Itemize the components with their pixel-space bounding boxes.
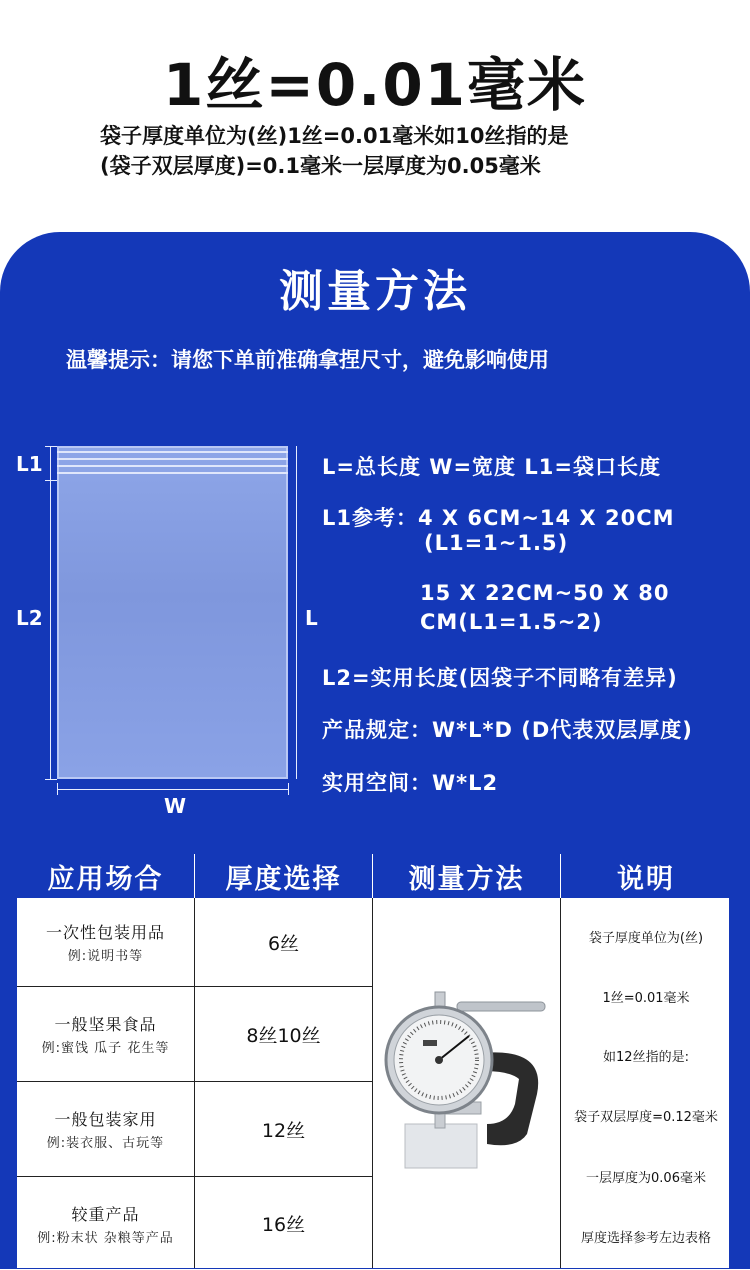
table-row bbox=[17, 1082, 194, 1176]
thickness-value: 16丝 bbox=[261, 1214, 306, 1236]
application-example: 例:说明书等 bbox=[67, 949, 144, 964]
application-example: 例:装衣服、古玩等 bbox=[46, 1136, 165, 1151]
application-name: 一次性包装用品 bbox=[45, 923, 165, 942]
thickness-gauge-image bbox=[377, 984, 557, 1184]
l2-label: L2 bbox=[16, 606, 43, 630]
info-l1-range-large: CM(L1=1.5~2) bbox=[420, 610, 603, 634]
dimension-tick bbox=[45, 446, 57, 447]
note-line: 如12丝指的是: bbox=[603, 1050, 689, 1065]
l1-label: L1 bbox=[16, 452, 43, 476]
section-title: 测量方法 bbox=[279, 266, 471, 317]
header-description-line-2: (袋子双层厚度)=0.1毫米一层厚度为0.05毫米 bbox=[100, 154, 541, 178]
column-header-thickness: 厚度选择 bbox=[195, 854, 372, 898]
thickness-cell bbox=[195, 1082, 372, 1176]
info-l2-definition: L2=实用长度(因袋子不同略有差异) bbox=[322, 666, 678, 690]
note-line: 1丝=0.01毫米 bbox=[602, 991, 690, 1006]
application-name: 一般包装家用 bbox=[54, 1110, 157, 1129]
top-banner bbox=[0, 0, 750, 235]
bag-illustration bbox=[57, 446, 288, 779]
thickness-value: 8丝10丝 bbox=[246, 1024, 321, 1047]
table-row bbox=[17, 1177, 194, 1270]
table-row bbox=[17, 898, 194, 986]
table-row bbox=[17, 987, 194, 1081]
note-line: 厚度选择参考左边表格 bbox=[580, 1231, 711, 1246]
application-example: 例:粉末状 杂粮等产品 bbox=[37, 1230, 174, 1246]
dimension-tick bbox=[45, 779, 57, 780]
application-example: 例:蜜饯 瓜子 花生等 bbox=[41, 1041, 170, 1056]
info-usable-space: 实用空间：W*L2 bbox=[322, 771, 499, 795]
thickness-cell bbox=[195, 898, 372, 986]
zipper-line bbox=[57, 458, 288, 460]
page-title: 1丝=0.01毫米 bbox=[162, 51, 588, 119]
note-line: 一层厚度为0.06毫米 bbox=[586, 1171, 706, 1186]
column-header-method: 测量方法 bbox=[373, 854, 560, 898]
l-label: L bbox=[305, 606, 318, 630]
column-header-notes: 说明 bbox=[561, 854, 731, 898]
warm-tip: 温馨提示：请您下单前准确拿捏尺寸，避免影响使用 bbox=[66, 348, 549, 372]
dimension-tick bbox=[57, 783, 58, 795]
application-name: 较重产品 bbox=[71, 1204, 140, 1224]
thickness-cell bbox=[195, 987, 372, 1081]
note-line: 袋子双层厚度=0.12毫米 bbox=[574, 1110, 718, 1125]
w-dimension-line bbox=[57, 789, 288, 790]
thickness-value: 12丝 bbox=[261, 1119, 306, 1142]
dimension-tick bbox=[288, 783, 289, 795]
zipper-line bbox=[57, 472, 288, 474]
header-description-line-1: 袋子厚度单位为(丝)1丝=0.01毫米如10丝指的是 bbox=[100, 124, 569, 148]
l2-dimension-line bbox=[50, 480, 51, 779]
thickness-cell bbox=[195, 1177, 372, 1270]
dimension-tick bbox=[45, 480, 57, 481]
info-size-range: 15 X 22CM~50 X 80 bbox=[420, 581, 670, 605]
l-dimension-line bbox=[296, 446, 297, 779]
w-label: W bbox=[164, 794, 187, 818]
thickness-value: 6丝 bbox=[267, 932, 300, 955]
zipper-line bbox=[57, 451, 288, 453]
column-divider bbox=[560, 898, 561, 1268]
note-line: 袋子厚度单位为(丝) bbox=[588, 931, 704, 946]
l1-dimension-line bbox=[50, 446, 51, 480]
thickness-table bbox=[16, 853, 730, 1269]
info-product-spec: 产品规定：W*L*D (D代表双层厚度) bbox=[322, 718, 693, 742]
info-l1-reference: L1参考：4 X 6CM~14 X 20CM bbox=[322, 506, 675, 530]
info-l1-range-small: (L1=1~1.5) bbox=[424, 531, 569, 555]
column-header-application: 应用场合 bbox=[17, 854, 194, 898]
application-name: 一般坚果食品 bbox=[54, 1015, 157, 1034]
column-divider bbox=[372, 898, 373, 1268]
zipper-line bbox=[57, 465, 288, 467]
info-definition: L=总长度 W=宽度 L1=袋口长度 bbox=[322, 455, 661, 479]
